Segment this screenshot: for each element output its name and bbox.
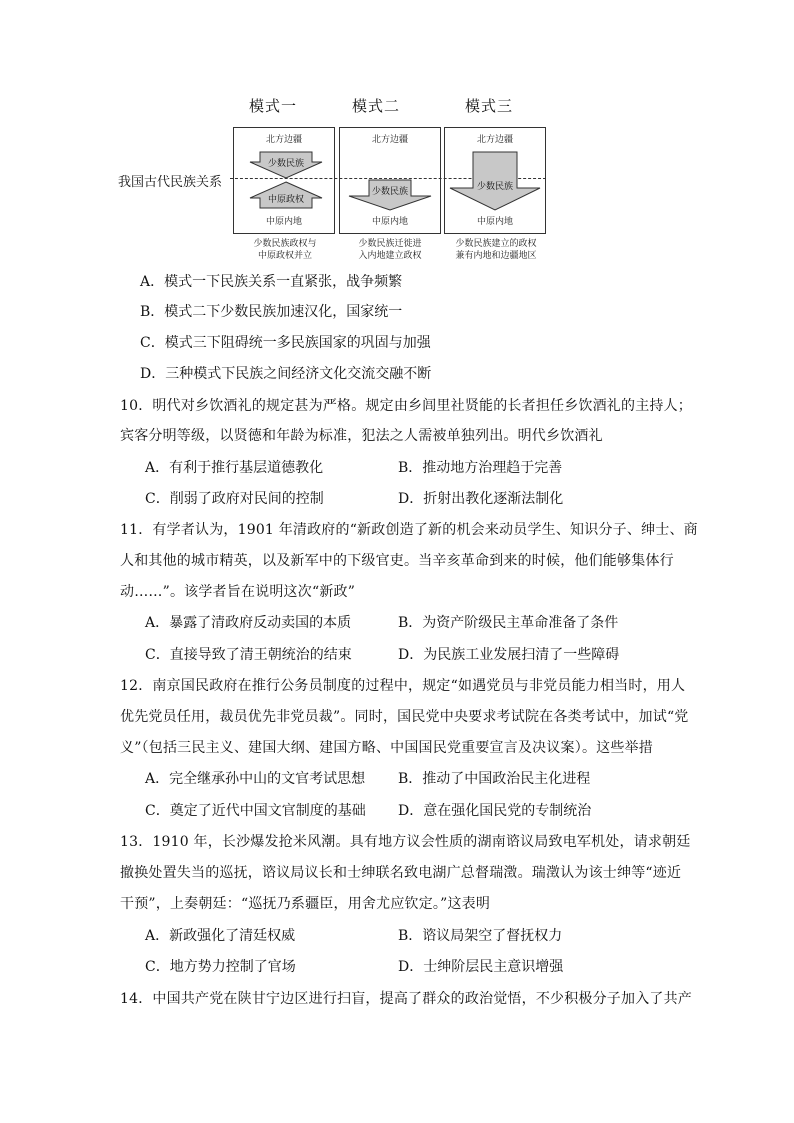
mode2-arrow-label: 少数民族 [371, 187, 408, 197]
central-label: 中原内地 [476, 217, 513, 227]
central-label: 中原内地 [265, 217, 302, 227]
q9-option-a: A．模式一下民族关系一直紧张，战争频繁 [140, 274, 403, 290]
q9-option-d: D．三种模式下民族之间经济文化交流交融不断 [140, 366, 432, 382]
q9-option-b: B．模式二下少数民族加速汉化，国家统一 [140, 304, 403, 320]
q12-stem-line: 12．南京国民政府在推行公务员制度的过程中，规定“如遇党员与非党员能力相当时，用人 [120, 678, 686, 694]
q10-stem-line: 10．明代对乡饮酒礼的规定甚为严格。规定由乡闾里社贤能的长者担任乡饮酒礼的主持人； [120, 398, 693, 414]
q12-stem-line: 义”（包括三民主义、建国大纲、建国方略、中国国民党重要宣言及决议案）。这些举措 [120, 740, 653, 756]
central-label: 中原内地 [371, 217, 408, 227]
mode-title-2: 模式二 [352, 97, 401, 115]
q12-option-d: D．意在强化国民党的专制统治 [398, 803, 592, 819]
q12-option-a: A．完全继承孙中山的文官考试思想 [145, 771, 366, 787]
north-label: 北方边疆 [371, 135, 408, 145]
mode-title-1: 模式一 [249, 97, 298, 115]
mode3-caption [440, 238, 552, 262]
q12-option-c: C．奠定了近代中国文官制度的基础 [145, 803, 366, 819]
q11-stem-line: 11．有学者认为，1901 年清政府的“新政创造了新的机会来动员学生、知识分子、绅士、商 [120, 522, 698, 538]
q11-stem-line: 人和其他的城市精英，以及新军中的下级官吏。当辛亥革命到来的时候，他们能够集体行 [120, 553, 674, 569]
q10-option-b: B．推动地方治理趋于完善 [398, 460, 563, 476]
q13-option-d: D．士绅阶层民主意识增强 [398, 959, 564, 975]
caption-line: 少数民族政权与 [253, 239, 317, 249]
q11-stem-line: 动……”。该学者旨在说明这次“新政” [120, 584, 356, 600]
q11-option-c: C．直接导致了清王朝统治的结束 [145, 647, 352, 663]
caption-line: 中原政权并立 [257, 251, 312, 261]
caption-line: 少数民族建立的政权 [455, 239, 537, 249]
mode-title-3: 模式三 [465, 97, 514, 115]
q13-option-a: A．新政强化了清廷权威 [145, 928, 296, 944]
north-label: 北方边疆 [476, 135, 513, 145]
q13-stem-line: 干预”，上奏朝廷：“巡抚乃系疆臣，用舍尤应钦定。”这表明 [120, 896, 491, 912]
q13-option-b: B．谘议局架空了督抚权力 [398, 928, 563, 944]
q10-option-c: C．削弱了政府对民间的控制 [145, 491, 324, 507]
q10-stem-line: 宾客分明等级，以贤德和年龄为标准，犯法之人需被单独列出。明代乡饮酒礼 [120, 428, 603, 444]
q12-option-b: B．推动了中国政治民主化进程 [398, 771, 591, 787]
q12-stem-line: 优先党员任用，裁员优先非党员裁”。同时，国民党中央要求考试院在各类考试中，加试“党 [120, 709, 689, 725]
q11-option-d: D．为民族工业发展扫清了一些障碍 [398, 647, 620, 663]
caption-line: 入内地建立政权 [358, 251, 422, 261]
caption-line: 兼有内地和边疆地区 [455, 251, 537, 261]
q10-option-d: D．折射出教化逐渐法制化 [398, 491, 564, 507]
mode1-upper-label: 少数民族 [267, 159, 304, 169]
mode1-caption [232, 238, 338, 262]
caption-line: 少数民族迁徙进 [358, 239, 422, 249]
q14-stem-line: 14．中国共产党在陕甘宁边区进行扫盲，提高了群众的政治觉悟，不少积极分子加入了共产 [120, 991, 693, 1007]
north-label: 北方边疆 [265, 135, 302, 145]
mode1-lower-label: 中原政权 [267, 195, 304, 205]
q10-option-a: A．有利于推行基层道德教化 [145, 460, 324, 476]
q9-option-c: C．模式三下阻碍统一多民族国家的巩固与加强 [140, 335, 431, 351]
q13-stem-line: 撤换处置失当的巡抚，谘议局议长和士绅联名致电湖广总督瑞澂。瑞澂认为该士绅等“迹近 [120, 865, 682, 881]
q13-stem-line: 13．1910 年，长沙爆发抢米风潮。具有地方议会性质的湖南谘议局致电军机处，请求朝廷 [120, 834, 691, 850]
mode3-arrow-label: 少数民族 [476, 182, 513, 192]
q11-option-a: A．暴露了清政府反动卖国的本质 [145, 615, 352, 631]
q13-option-c: C．地方势力控制了官场 [145, 959, 296, 975]
q11-option-b: B．为资产阶级民主革命准备了条件 [398, 615, 619, 631]
mode2-caption [337, 238, 443, 262]
diagram-side-label: 我国古代民族关系 [118, 175, 223, 190]
